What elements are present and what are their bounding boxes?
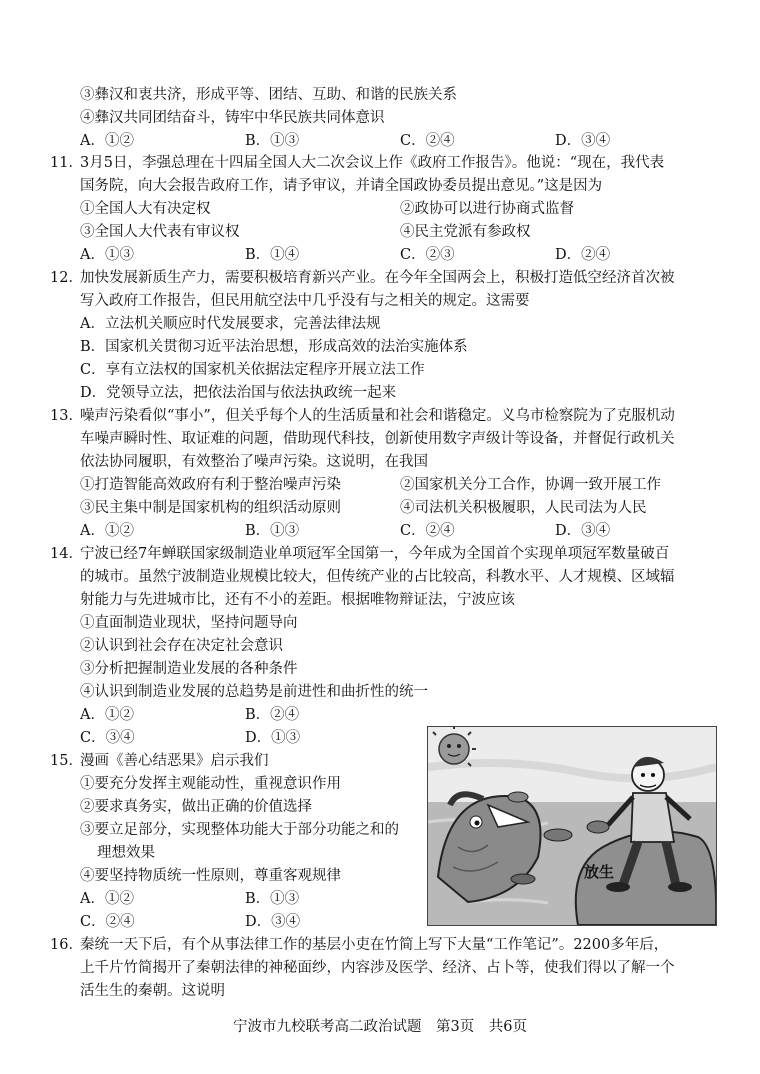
q13-option-4: ④司法机关积极履职，人民司法为人民 (400, 500, 647, 516)
q12-choice-a: A．立法机关顺应时代发展要求，完善法律法规 (80, 316, 381, 332)
q15-choice-c: C．②④ (80, 914, 135, 930)
q13-option-1: ①打造智能高效政府有利于整治噪声污染 (80, 477, 341, 493)
q14-option-2: ②认识到社会存在决定社会意识 (80, 638, 283, 654)
q11-choice-b: B．①④ (245, 247, 300, 263)
q10-choice-b: B．①③ (245, 133, 300, 149)
q15-choice-d: D．③④ (245, 914, 301, 930)
q14-choice-a: A．①② (80, 707, 134, 723)
q14-option-3: ③分析把握制造业发展的各种条件 (80, 661, 298, 677)
q16-number: 16． (50, 937, 83, 953)
q15-option-3: ③要立足部分，实现整体功能大于部分功能之和的 (80, 822, 399, 838)
q15-option-2: ②要求真务实，做出正确的价值选择 (80, 799, 312, 815)
q10-choice-a: A．①② (80, 133, 134, 149)
q14-stem-line-3: 射能力与先进城市比，还有不小的差距。根据唯物辩证法，宁波应该 (80, 592, 515, 608)
q15-option-4: ④要坚持物质统一性原则，尊重客观规律 (80, 868, 341, 884)
q10-option-4: ④彝汉共同团结奋斗，铸牢中华民族共同体意识 (80, 110, 385, 126)
q15-choice-b: B．①③ (245, 891, 300, 907)
q13-option-2: ②国家机关分工合作，协调一致开展工作 (400, 477, 661, 493)
q15-number: 15． (50, 753, 83, 769)
q10-choice-d: D．③④ (555, 133, 611, 149)
q10-option-3: ③彝汉和衷共济，形成平等、团结、互助、和谐的民族关系 (80, 87, 457, 103)
q12-number: 12． (50, 270, 83, 286)
q12-stem-line-2: 写入政府工作报告，但民用航空法中几乎没有与之相关的规定。这需要 (80, 293, 530, 309)
q12-choice-b: B．国家机关贯彻习近平法治思想，形成高效的法治实施体系 (80, 339, 468, 355)
q14-stem-line-2: 的城市。虽然宁波制造业规模比较大，但传统产业的占比较高，科教水平、人才规模、区域辐 (80, 569, 675, 585)
page-footer: 宁波市九校联考高二政治试题 第3页 共6页 (233, 1019, 527, 1035)
q11-stem-line-1: 3月5日，李强总理在十四届全国人大二次会议上作《政府工作报告》。他说：“现在，我代表 (80, 155, 665, 171)
q11-number: 11． (50, 155, 83, 171)
q11-choice-a: A．①③ (80, 247, 134, 263)
q12-choice-d: D．党领导立法，把依法治国与依法执政统一起来 (80, 385, 397, 401)
q15-option-1: ①要充分发挥主观能动性，重视意识作用 (80, 776, 341, 792)
q15-choice-a: A．①② (80, 891, 134, 907)
q10-choice-c: C．②④ (400, 133, 455, 149)
q13-stem-line-2: 车噪声瞬时性、取证难的问题，借助现代科技，创新使用数字声级计等设备，并督促行政机关 (80, 431, 675, 447)
q14-option-4: ④认识到制造业发展的总趋势是前进性和曲折性的统一 (80, 684, 428, 700)
q15-stem: 漫画《善心结恶果》启示我们 (80, 753, 269, 769)
q11-option-4: ④民主党派有参政权 (400, 224, 531, 240)
q11-stem-line-2: 国务院，向大会报告政府工作，请予审议，并请全国政协委员提出意见。”这是因为 (80, 178, 603, 194)
q12-choice-c: C．享有立法权的国家机关依据法定程序开展立法工作 (80, 362, 425, 378)
q13-stem-line-3: 依法协同履职，有效整治了噪声污染。这说明，在我国 (80, 454, 428, 470)
q14-choice-c: C．③④ (80, 730, 135, 746)
cartoon-label: 放生 (584, 863, 615, 881)
q14-stem-line-1: 宁波已经7年蝉联国家级制造业单项冠军全国第一，今年成为全国首个实现单项冠军数量破百 (80, 546, 670, 562)
q11-choice-c: C．②③ (400, 247, 455, 263)
q13-choice-b: B．①③ (245, 523, 300, 539)
q16-stem-line-3: 活生生的秦朝。这说明 (80, 983, 225, 999)
q14-option-1: ①直面制造业现状，坚持问题导向 (80, 615, 298, 631)
q11-option-2: ②政协可以进行协商式监督 (400, 201, 574, 217)
q14-choice-d: D．①③ (245, 730, 301, 746)
q12-stem-line-1: 加快发展新质生产力，需要积极培育新兴产业。在今年全国两会上，积极打造低空经济首次被 (80, 270, 675, 286)
cartoon-illustration (427, 726, 717, 926)
q16-stem-line-1: 秦统一天下后，有个从事法律工作的基层小吏在竹简上写下大量“工作笔记”。2200多年后， (80, 937, 669, 953)
q14-number: 14． (50, 546, 83, 562)
q16-stem-line-2: 上千片竹简揭开了秦朝法律的神秘面纱，内容涉及医学、经济、占卜等，使我们得以了解一个 (80, 960, 675, 976)
cartoon-drawing (428, 727, 716, 925)
q11-option-3: ③全国人大代表有审议权 (80, 224, 240, 240)
q13-choice-a: A．①② (80, 523, 134, 539)
q13-choice-d: D．③④ (555, 523, 611, 539)
q11-choice-d: D．②④ (555, 247, 611, 263)
q13-number: 13． (50, 408, 83, 424)
q14-choice-b: B．②④ (245, 707, 300, 723)
q13-choice-c: C．②④ (400, 523, 455, 539)
q13-option-3: ③民主集中制是国家机构的组织活动原则 (80, 500, 341, 516)
q11-option-1: ①全国人大有决定权 (80, 201, 211, 217)
q13-stem-line-1: 噪声污染看似“事小”，但关乎每个人的生活质量和社会和谐稳定。义乌市检察院为了克服机动 (80, 408, 675, 424)
q15-option-3-cont: 理想效果 (97, 845, 155, 861)
